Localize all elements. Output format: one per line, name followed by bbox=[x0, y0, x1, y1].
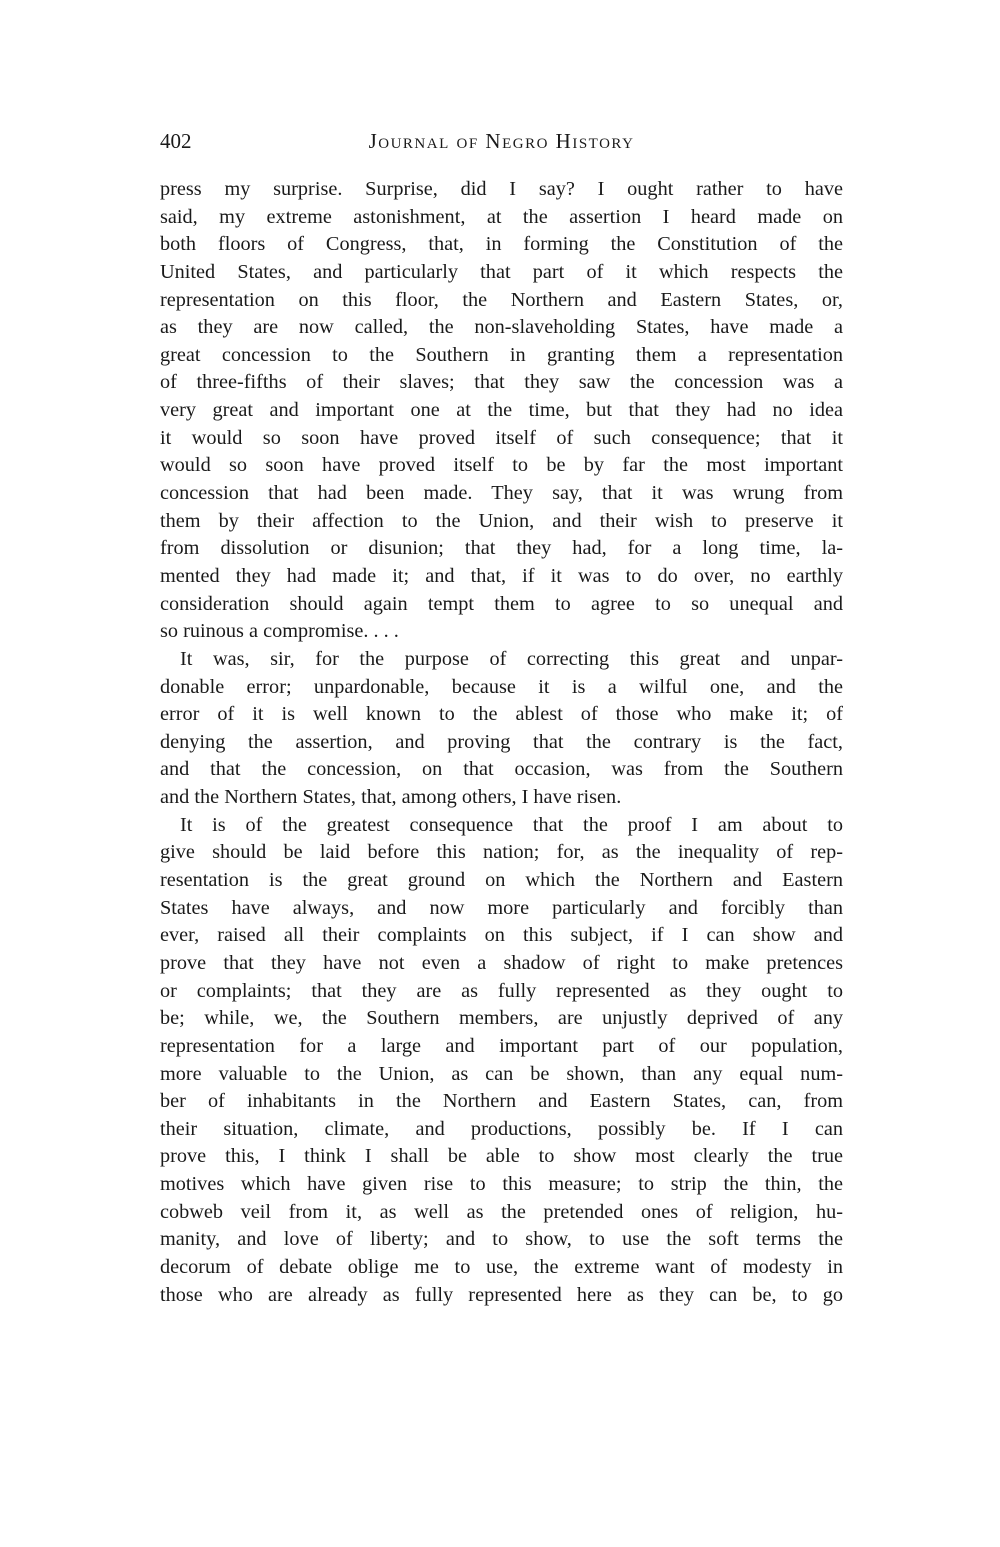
text-line: so ruinous a compromise. . . . bbox=[160, 620, 399, 643]
text-line: be; while, we, the Southern members, are unjustly deprived of any bbox=[160, 1007, 843, 1030]
text-line: resentation is the great ground on which the Northern and Eastern bbox=[160, 869, 843, 892]
body-text bbox=[160, 176, 843, 1309]
text-line: motives which have given rise to this measure; to strip the thin, the bbox=[160, 1173, 843, 1196]
text-line: ber of inhabitants in the Northern and Eastern States, can, from bbox=[160, 1090, 843, 1113]
text-line: would so soon have proved itself to be by far the most important bbox=[160, 454, 843, 477]
text-line: and the Northern States, that, among others, I have risen. bbox=[160, 786, 622, 809]
text-line: representation for a large and important part of our population, bbox=[160, 1034, 843, 1057]
text-line: States have always, and now more particularly and forcibly than bbox=[160, 896, 843, 919]
text-line: their situation, climate, and productions, possibly be. If I can bbox=[160, 1117, 843, 1140]
paragraph bbox=[160, 176, 843, 646]
text-line: donable error; unpardonable, because it is a wilful one, and the bbox=[160, 675, 843, 698]
text-line: or complaints; that they are as fully represented as they ought to bbox=[160, 979, 843, 1002]
text-line: more valuable to the Union, as can be shown, than any equal num- bbox=[160, 1062, 843, 1085]
text-line: give should be laid before this nation; for, as the inequality of rep- bbox=[160, 841, 843, 864]
text-line: manity, and love of liberty; and to show, to use the soft terms the bbox=[160, 1228, 843, 1251]
text-line: those who are already as fully represented here as they can be, to go bbox=[160, 1283, 843, 1306]
journal-title: Journal of Negro History bbox=[368, 129, 635, 153]
text-line: United States, and particularly that part of it which respects the bbox=[160, 260, 843, 283]
text-line: very great and important one at the time, but that they had no idea bbox=[160, 399, 843, 422]
text-line: both floors of Congress, that, in forming the Constitution of the bbox=[160, 233, 843, 256]
text-line: and that the concession, on that occasion, was from the Southern bbox=[160, 758, 843, 781]
text-line: great concession to the Southern in granting them a representation bbox=[160, 343, 843, 366]
text-line: consideration should again tempt them to agree to so unequal and bbox=[160, 592, 843, 615]
text-line: decorum of debate oblige me to use, the extreme want of modesty in bbox=[160, 1255, 843, 1278]
page-number: 402 bbox=[160, 129, 192, 153]
text-line: as they are now called, the non-slaveholding States, have made a bbox=[160, 316, 843, 339]
paragraph bbox=[160, 812, 843, 1310]
text-line: said, my extreme astonishment, at the assertion I heard made on bbox=[160, 205, 843, 228]
paragraph bbox=[160, 646, 843, 812]
text-line: concession that had been made. They say, that it was wrung from bbox=[160, 482, 843, 505]
text-line: them by their affection to the Union, and their wish to preserve it bbox=[160, 509, 843, 532]
text-line: cobweb veil from it, as well as the pretended ones of religion, hu- bbox=[160, 1200, 843, 1223]
text-line: representation on this floor, the Northern and Eastern States, or, bbox=[160, 288, 843, 311]
text-line: prove that they have not even a shadow of right to make pretences bbox=[160, 951, 843, 974]
text-line: of three-fifths of their slaves; that they saw the concession was a bbox=[160, 371, 843, 394]
text-line: mented they had made it; and that, if it was to do over, no earthly bbox=[160, 564, 843, 587]
text-line: ever, raised all their complaints on this subject, if I can show and bbox=[160, 924, 843, 947]
text-line: It is of the greatest consequence that the proof I am about to bbox=[180, 813, 843, 836]
text-line: denying the assertion, and proving that the contrary is the fact, bbox=[160, 730, 843, 753]
text-line: prove this, I think I shall be able to show most clearly the true bbox=[160, 1145, 843, 1168]
text-line: it would so soon have proved itself of such consequence; that it bbox=[160, 426, 843, 449]
text-line: from dissolution or disunion; that they had, for a long time, la- bbox=[160, 537, 843, 560]
text-line: error of it is well known to the ablest of those who make it; of bbox=[160, 703, 843, 726]
running-head bbox=[160, 127, 843, 157]
text-line: It was, sir, for the purpose of correcting this great and unpar- bbox=[180, 647, 843, 670]
text-line: press my surprise. Surprise, did I say? I ought rather to have bbox=[160, 178, 843, 200]
